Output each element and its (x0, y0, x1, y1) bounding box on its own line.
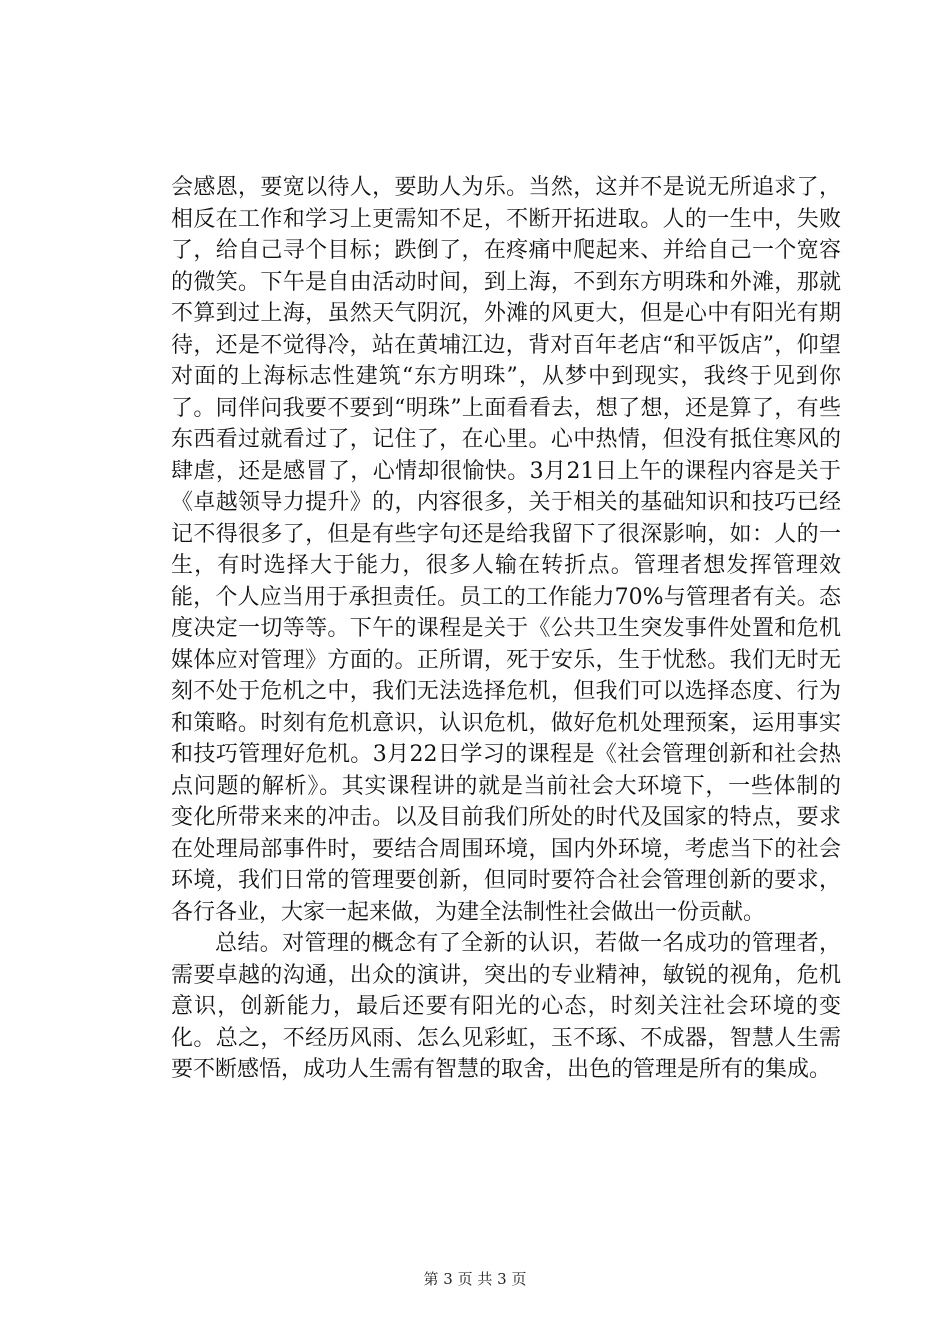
paragraph-summary: 总结。对管理的概念有了全新的认识，若做一名成功的管理者，需要卓越的沟通，出众的演讲，突出的专业精神，敏锐的视角，危机意识，创新能力，最后还要有阳光的心态，时刻关注社会环境的变化。总之，不经历风雨、怎么见彩虹，玉不琢、不成器，智慧人生需要不断感悟，成功人生需有智慧的取舍，出色的管理是所有的集成。 (171, 931, 841, 1082)
paragraph-continuation: 会感恩，要宽以待人，要助人为乐。当然，这并不是说无所追求了，相反在工作和学习上更需知不足，不断开拓进取。人的一生中，失败了，给自己寻个目标；跌倒了，在疼痛中爬起来、并给自己一个宽容的微笑。下午是自由活动时间，到上海，不到东方明珠和外滩，那就不算到过上海，虽然天气阴沉，外滩的风更大，但是心中有阳光有期待，还是不觉得冷，站在黄埔江边，背对百年老店“和平饭店”，仰望对面的上海标志性建筑“东方明珠”，从梦中到现实，我终于见到你了。同伴问我要不要到“明珠”上面看看去，想了想，还是算了，有些东西看过就看过了，记住了，在心里。心中热情，但没有抵住寒风的肆虐，还是感冒了，心情却很愉快。3月21日上午的课程内容是关于《卓越领导力提升》的，内容很多，关于相关的基础知识和技巧已经记不得很多了，但是有些字句还是给我留下了很深影响，如：人的一生，有时选择大于能力，很多人输在转折点。管理者想发挥管理效能，个人应当用于承担责任。员工的工作能力70%与管理者有关。态度决定一切等等。下午的课程是关于《公共卫生突发事件处置和危机媒体应对管理》方面的。正所谓，死于安乐，生于忧愁。我们无时无刻不处于危机之中，我们无法选择危机，但我们可以选择态度、行为和策略。时刻有危机意识，认识危机，做好危机处理预案，运用事实和技巧管理好危机。3月22日学习的课程是《社会管理创新和社会热点问题的解析》。其实课程讲的就是当前社会大环境下，一些体制的变化所带来来的冲击。以及目前我们所处的时代及国家的特点，要求在处理局部事件时，要结合周围环境，国内外环境，考虑当下的社会环境，我们日常的管理要创新，但同时要符合社会管理创新的要求，各行各业，大家一起来做，为建全法制性社会做出一份贡献。 (171, 175, 841, 925)
document-body (171, 172, 841, 1086)
page-footer: 第 3 页 共 3 页 (423, 1270, 527, 1288)
